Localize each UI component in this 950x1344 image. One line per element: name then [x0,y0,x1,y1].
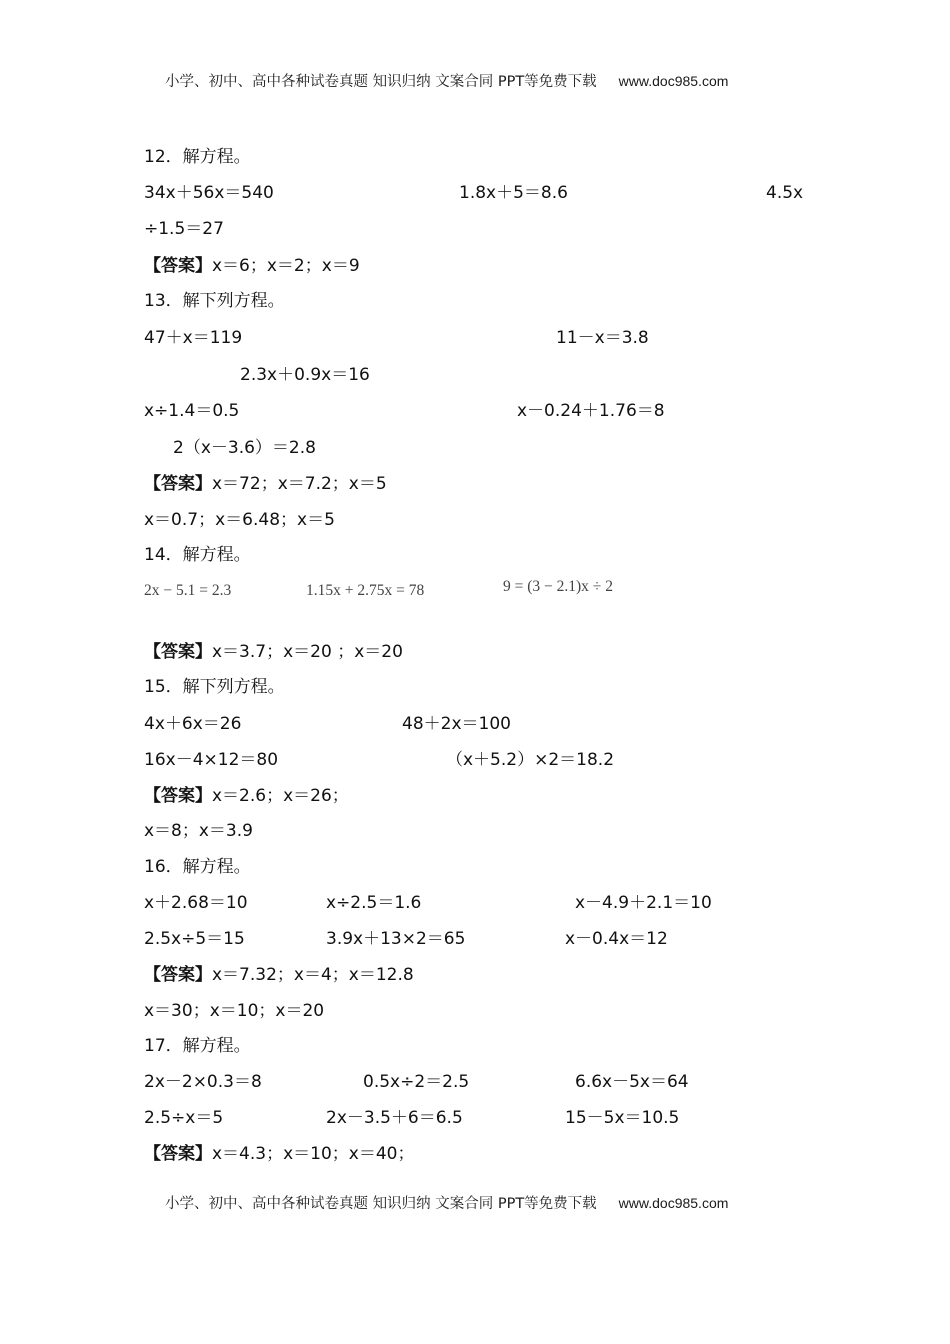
q13-answer [144,474,387,494]
q15-eq4: （x＋5.2）×2＝18.2 [446,750,615,770]
q17-eq1: 2x－2×0.3＝8 [144,1072,262,1092]
q14-title: 14．解方程。 [144,545,251,565]
q17-eq5: 2x－3.5＋6＝6.5 [326,1108,463,1128]
q14-eq1: 2x − 5.1 = 2.3 [144,582,232,599]
q16-eq1: x＋2.68＝10 [144,893,248,913]
q15-eq3: 16x－4×12＝80 [144,750,279,770]
q13-eq3: 2.3x＋0.9x＝16 [240,365,370,385]
q15-answer-text: x＝2.6；x＝26； [212,786,349,806]
q17-eq6: 15－5x＝10.5 [565,1108,680,1128]
q12-eq1: 34x＋56x＝540 [144,183,274,203]
q16-answer-text: x＝7.32；x＝4；x＝12.8 [212,965,414,985]
q16-eq2: x÷2.5＝1.6 [326,893,422,913]
q13-answer-text: x＝72；x＝7.2；x＝5 [212,474,387,494]
q16-eq3: x－4.9＋2.1＝10 [575,893,712,913]
q14-answer-text: x＝3.7；x＝20 ；x＝20 [212,642,403,662]
footer-text: 小学、初中、高中各种试卷真题 知识归纳 文案合同 PPT等免费下载 [165,1196,597,1212]
q16-answer [144,965,414,985]
q15-eq1: 4x＋6x＝26 [144,714,242,734]
q17-eq3: 6.6x－5x＝64 [575,1072,689,1092]
q15-eq2: 48＋2x＝100 [402,714,511,734]
q16-eq4: 2.5x÷5＝15 [144,929,245,949]
q17-answer [144,1144,414,1164]
q14-eq2: 1.15x + 2.75x = 78 [306,582,425,599]
q17-title: 17．解方程。 [144,1036,251,1056]
q16-answer-line2: x＝30；x＝10；x＝20 [144,1001,325,1021]
q17-eq2: 0.5x÷2＝2.5 [363,1072,470,1092]
q12-title: 12．解方程。 [144,147,251,167]
footer-site-link[interactable]: www.doc985.com [618,1195,729,1211]
page-header [165,70,728,91]
answer-label: 【答案】 [144,642,212,662]
answer-label: 【答案】 [144,965,212,985]
q12-eq3-part1: 4.5x [766,183,804,203]
answer-label: 【答案】 [144,474,212,494]
q12-answer-text: x＝6；x＝2；x＝9 [212,256,360,276]
q12-answer [144,256,360,276]
q13-eq4: x÷1.4＝0.5 [144,401,240,421]
q13-answer-line2: x＝0.7；x＝6.48；x＝5 [144,510,335,530]
q17-answer-text: x＝4.3；x＝10；x＝40； [212,1144,415,1164]
q13-eq2: 11－x＝3.8 [556,328,649,348]
q13-eq6: 2（x－3.6）＝2.8 [173,438,316,458]
q12-eq2: 1.8x＋5＝8.6 [459,183,568,203]
header-site-link[interactable]: www.doc985.com [618,73,729,89]
q12-eq3-part2: ÷1.5＝27 [144,219,224,239]
q14-answer [144,642,403,662]
q13-eq1: 47＋x＝119 [144,328,243,348]
q16-eq6: x－0.4x＝12 [565,929,668,949]
q14-eq3: 9 = (3 − 2.1)x ÷ 2 [503,578,613,595]
q16-eq5: 3.9x＋13×2＝65 [326,929,466,949]
q13-title: 13．解下列方程。 [144,291,285,311]
q15-answer [144,786,349,806]
header-text: 小学、初中、高中各种试卷真题 知识归纳 文案合同 PPT等免费下载 [165,74,597,90]
answer-label: 【答案】 [144,256,212,276]
q17-eq4: 2.5÷x＝5 [144,1108,224,1128]
q13-eq5: x－0.24＋1.76＝8 [517,401,665,421]
page-footer [165,1192,728,1213]
q16-title: 16．解方程。 [144,857,251,877]
answer-label: 【答案】 [144,1144,212,1164]
answer-label: 【答案】 [144,786,212,806]
q15-answer-line2: x＝8；x＝3.9 [144,821,253,841]
q15-title: 15．解下列方程。 [144,677,285,697]
